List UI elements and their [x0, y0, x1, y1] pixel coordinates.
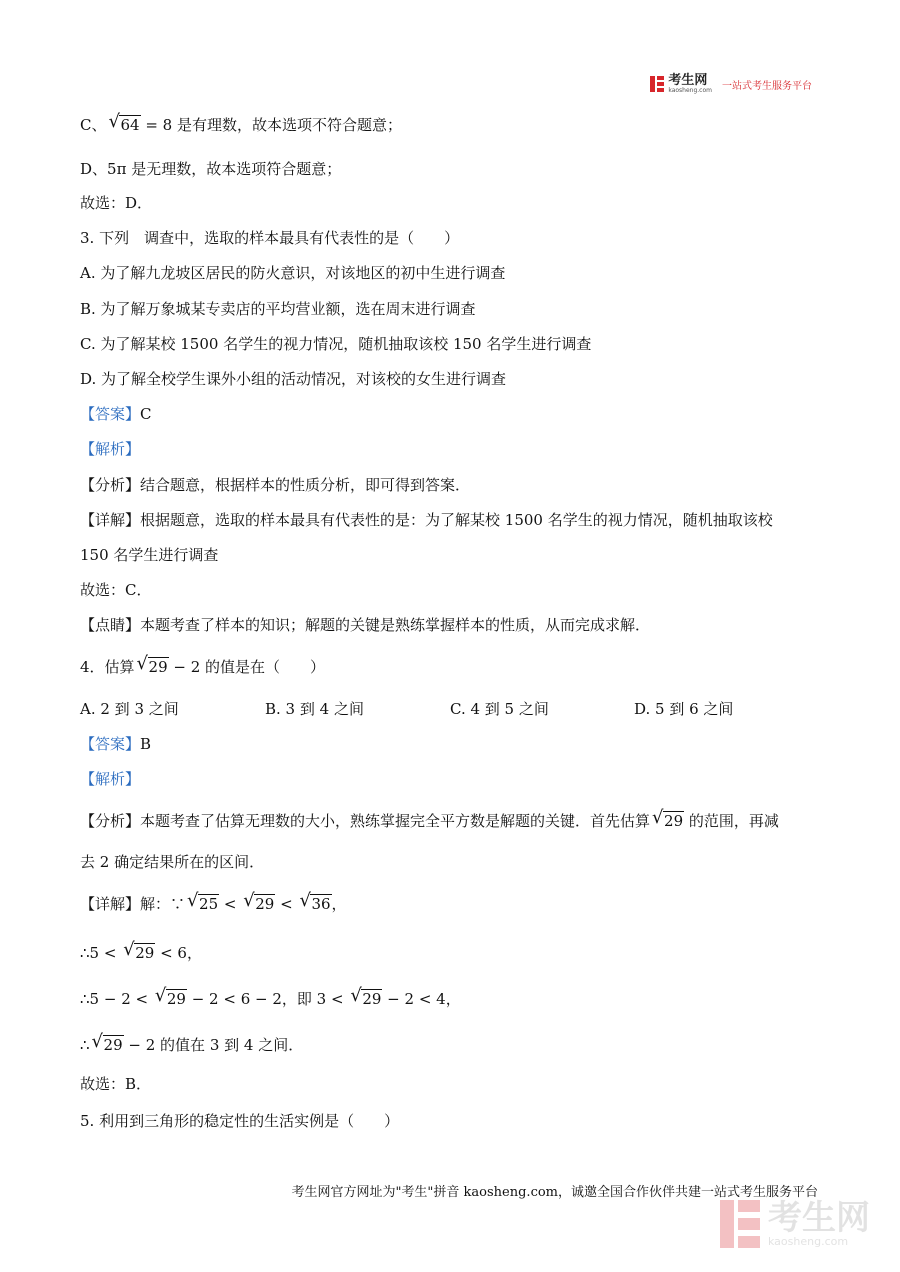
radicand: 29 — [664, 812, 684, 830]
fenxi-text: 的范围，再减 — [684, 812, 779, 830]
watermark — [720, 1197, 870, 1248]
xiangjie-tag: 【详解】 — [80, 511, 141, 529]
question-4-fenxi — [80, 807, 779, 832]
question-3-answer — [80, 403, 152, 425]
text: − 2 < 6 − 2，即 3 < — [186, 990, 349, 1008]
question-4-choice: 故选：B． — [80, 1075, 152, 1093]
fenxi-tag: 【分析】 — [80, 812, 141, 830]
question-4-option-b: B. 3 到 4 之间 — [265, 700, 364, 718]
dianjing-text: 本题考查了样本的知识；解题的关键是熟练掌握样本的性质，从而完成求解． — [140, 616, 651, 634]
question-3-analysis-tag: 【解析】 — [80, 440, 141, 458]
question-3-dianjing — [80, 614, 650, 636]
sqrt-expression: √ 29 — [652, 807, 684, 830]
radicand: 29 — [255, 895, 275, 913]
sqrt-expression: √ 29 — [243, 890, 275, 913]
brand-name: 考生网 — [668, 73, 708, 88]
question-4-option-d: D. 5 到 6 之间 — [634, 700, 734, 718]
sqrt-expression: √ 64 — [108, 111, 140, 134]
radicand: 64 — [120, 116, 140, 134]
text: ∴ — [80, 1036, 90, 1054]
text: C、 — [80, 116, 107, 134]
header-logo — [650, 74, 812, 94]
footer-text: 考生网官方网址为"考生"拼音 kaosheng.com，诚邀全国合作伙伴共建一站式考生服务平台 — [291, 1185, 818, 1200]
fenxi-text: 本题考查了估算无理数的大小，熟练掌握完全平方数是解题的关键．首先估算 — [140, 812, 651, 830]
watermark-url: kaosheng.com — [768, 1234, 849, 1248]
radicand: 29 — [135, 944, 155, 962]
sqrt-expression: √ 29 — [350, 985, 382, 1008]
radicand: 25 — [199, 895, 219, 913]
text: < 6， — [155, 944, 202, 962]
question-4-step-3 — [80, 985, 461, 1010]
radicand: 29 — [148, 658, 168, 676]
question-3-option-a: A. 为了解九龙坡区居民的防火意识，对该地区的初中生进行调查 — [80, 264, 506, 282]
question-4-fenxi-cont: 去 2 确定结果所在的区间． — [80, 853, 265, 871]
xiangjie-text: 根据题意，选取的样本最具有代表性的是：为了解某校 1500 名学生的视力情况，随机抽取该校 — [140, 511, 773, 529]
question-3-stem: 3. 下列 调查中，选取的样本最具有代表性的是（ ） — [80, 229, 460, 247]
question-3-fenxi — [80, 474, 470, 496]
sqrt-expression: √ 29 — [123, 939, 155, 962]
question-3-xiangjie — [80, 509, 773, 531]
question-5-stem: 5. 利用到三角形的稳定性的生活实例是（ ） — [80, 1112, 400, 1130]
xiangjie-tag: 【详解】 — [80, 895, 141, 913]
radicand: 36 — [311, 895, 331, 913]
question-3-choice: 故选：C． — [80, 581, 152, 599]
radicand: 29 — [166, 990, 186, 1008]
answer-tag: 【答案】 — [80, 405, 141, 423]
question-4-step-2 — [80, 939, 202, 964]
answer-tag: 【答案】 — [80, 735, 141, 753]
fenxi-tag: 【分析】 — [80, 476, 141, 494]
text: − 2 的值是在（ ） — [168, 658, 326, 676]
question-4-step-1: 【详解】解：∵ √ 25 < √ 29 < √ 36， — [80, 890, 347, 913]
radicand: 29 — [103, 1036, 123, 1054]
dianjing-tag: 【点睛】 — [80, 616, 141, 634]
sqrt-expression: √ 29 — [136, 653, 168, 676]
brand-slogan: 一站式考生服务平台 — [722, 80, 812, 92]
question-3-option-c: C. 为了解某校 1500 名学生的视力情况，随机抽取该校 150 名学生进行调查 — [80, 335, 592, 353]
sqrt-expression: √ 36 — [299, 890, 331, 913]
question-3-option-d: D. 为了解全校学生课外小组的活动情况，对该校的女生进行调查 — [80, 370, 507, 388]
text: 解：∵ — [140, 895, 186, 913]
sqrt-expression: √ 29 — [154, 985, 186, 1008]
answer-value: C — [140, 405, 152, 423]
watermark-mark-icon — [720, 1200, 760, 1248]
choice-line: 故选：D． — [80, 194, 153, 212]
question-4-stem — [80, 653, 326, 678]
text: − 2 < 4， — [382, 990, 461, 1008]
text: ∴5 < — [80, 944, 122, 962]
brand-mark-icon — [650, 76, 664, 92]
question-4-step-4 — [80, 1031, 304, 1056]
brand-url: kaosheng.com — [668, 87, 712, 94]
text: 4．估算 — [80, 658, 135, 676]
option-c-explanation — [80, 111, 402, 136]
question-4-option-c: C. 4 到 5 之间 — [450, 700, 549, 718]
sqrt-expression: √ 29 — [91, 1031, 123, 1054]
text: ∴5 − 2 < — [80, 990, 153, 1008]
answer-value: B — [140, 735, 152, 753]
question-3-option-b: B. 为了解万象城某专卖店的平均营业额，选在周末进行调查 — [80, 300, 476, 318]
question-4-answer — [80, 733, 151, 755]
question-3-xiangjie-cont: 150 名学生进行调查 — [80, 546, 219, 564]
sqrt-expression: √ 25 — [187, 890, 219, 913]
question-4-option-a: A. 2 到 3 之间 — [80, 700, 179, 718]
question-4-analysis-tag: 【解析】 — [80, 770, 141, 788]
text: = 8 是有理数，故本选项不符合题意； — [140, 116, 402, 134]
radicand: 29 — [362, 990, 382, 1008]
text: − 2 的值在 3 到 4 之间． — [123, 1036, 304, 1054]
option-d-explanation: D、5π 是无理数，故本选项符合题意； — [80, 160, 342, 178]
fenxi-text: 结合题意，根据样本的性质分析，即可得到答案． — [140, 476, 471, 494]
watermark-brand: 考生网 — [768, 1197, 870, 1238]
